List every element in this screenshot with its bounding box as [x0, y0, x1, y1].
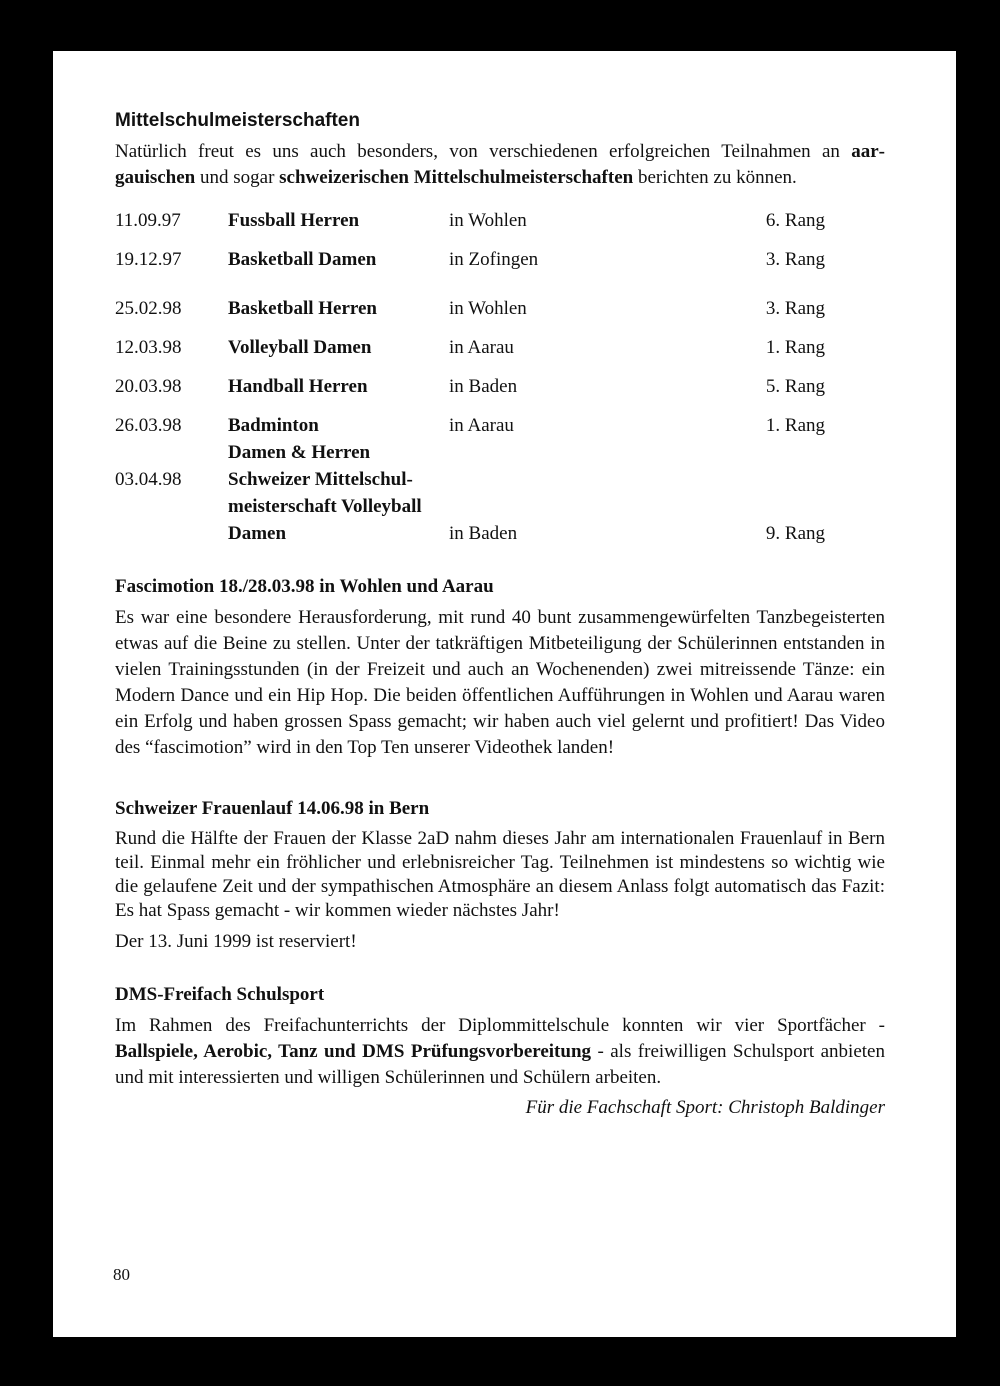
frauenlauf-section [115, 797, 885, 955]
result-place: in Baden [449, 376, 518, 397]
result-rank: 6. Rang [765, 210, 825, 231]
result-place: in Aarau [449, 337, 514, 358]
result-date: 25.02.98 [115, 298, 182, 319]
table-row [115, 207, 885, 234]
result-event: Handball Herren [228, 376, 368, 397]
mittelschul-heading: Mittelschulmeisterschaften [115, 110, 360, 131]
table-row [115, 234, 885, 273]
result-rank: 3. Rang [765, 298, 825, 319]
result-rank: 1. Rang [765, 415, 825, 436]
table-row [115, 322, 885, 361]
dms-section [115, 983, 885, 1121]
result-rank: 5. Rang [765, 376, 825, 397]
result-place: in Baden [449, 523, 518, 544]
result-date: 11.09.97 [115, 210, 181, 231]
result-event: Volleyball Damen [228, 337, 372, 358]
result-place: in Wohlen [449, 210, 527, 231]
result-date: 26.03.98 [115, 415, 182, 436]
result-place: in Wohlen [449, 298, 527, 319]
result-place: in Aarau [449, 415, 514, 436]
table-row [115, 361, 885, 400]
page-content [115, 109, 885, 1121]
fascimotion-section [115, 575, 885, 761]
result-event: Basketball Damen [228, 249, 377, 270]
results-table [115, 207, 885, 547]
fascimotion-body: Es war eine besondere Herausforderung, mit rund 40 bunt zusammengewürfelten Tanzbegeisterten etwas auf die Beine zu stellen. Unter der tatkräftigen Mitbeteiligung der Schülerinnen entstanden in vielen Trainingsstunden (in der Freizeit und auch an Wochenenden) zwei mitreissende Tänze: ein Modern Dance und ein Hip Hop. Die beiden öffentlichen Aufführungen in Wohlen und Aarau waren ein Erfolg und haben grossen Spass gemacht; wir haben auch viel gelernt und profitiert! Das Video des “fascimotion” wird in den Top Ten unserer Videothek landen! [115, 607, 885, 758]
result-event: Fussball Herren [228, 210, 360, 231]
table-spacer [115, 273, 885, 283]
fascimotion-heading: Fascimotion 18./28.03.98 in Wohlen und Aarau [115, 576, 494, 597]
mittelschul-intro: Natürlich freut es uns auch besonders, von verschiedenen erfolgreichen Teilnahmen an aargauischen und sogar schweizerischen Mittelschulmeisterschaften berichten zu können. [115, 141, 885, 188]
frauenlauf-body: Rund die Hälfte der Frauen der Klasse 2aD nahm dieses Jahr am internationalen Frauenlauf in Bern teil. Einmal mehr ein fröhlicher und erlebnisreicher Tag. Teilnehmen ist mindestens so wichtig wie die gelaufene Zeit und der sympathischen Atmosphäre an diesem Anlass folgt automatisch das Fazit: Es hat Spass gemacht - wir kommen wieder nächstes Jahr! [115, 828, 885, 921]
signature: Für die Fachschaft Sport: Christoph Baldinger [525, 1097, 885, 1118]
dms-heading: DMS-Freifach Schulsport [115, 984, 325, 1005]
result-date: 19.12.97 [115, 249, 182, 270]
document-page [53, 51, 956, 1337]
result-event: Badminton Damen & Herren [228, 415, 371, 463]
result-date: 12.03.98 [115, 337, 182, 358]
result-event: Basketball Herren [228, 298, 378, 319]
frauenlauf-note: Der 13. Juni 1999 ist reserviert! [115, 931, 357, 952]
result-rank: 9. Rang [765, 523, 825, 544]
table-row [115, 466, 885, 547]
result-date: 03.04.98 [115, 469, 182, 490]
result-place: in Zofingen [449, 249, 539, 270]
frauenlauf-heading: Schweizer Frauenlauf 14.06.98 in Bern [115, 798, 430, 819]
table-row [115, 283, 885, 322]
result-date: 20.03.98 [115, 376, 182, 397]
table-row [115, 400, 885, 466]
page-number: 80 [113, 1265, 130, 1284]
result-rank: 3. Rang [765, 249, 825, 270]
dms-body: Im Rahmen des Freifachunterrichts der Diplommittelschule konnten wir vier Sportfächer - Ballspiele, Aerobic, Tanz und DMS Prüfungsvorbereitung - als freiwilligen Schulsport anbieten und mit interessierten und willigen Schülerinnen und Schülern arbeiten. [115, 1015, 885, 1088]
result-event: Schweizer Mittelschul- meisterschaft Volleyball Damen [228, 469, 422, 544]
result-rank: 1. Rang [765, 337, 825, 358]
